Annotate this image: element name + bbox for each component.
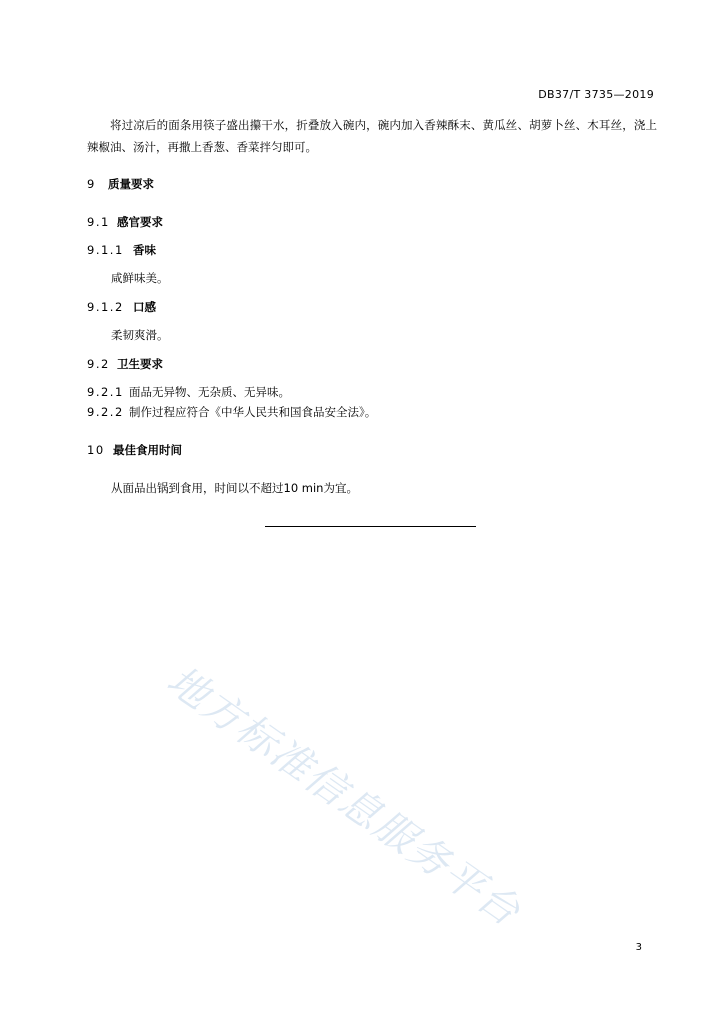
section-9-2-1-number: 9.2.1 [87, 385, 124, 399]
section-9-2-2-number: 9.2.2 [87, 405, 124, 419]
section-9-number: 9 [87, 177, 96, 191]
section-9-2-number: 9.2 [87, 357, 110, 371]
section-9-2-title: 卫生要求 [117, 357, 163, 371]
section-9-2-heading [87, 356, 163, 372]
section-9-1-title: 感官要求 [117, 215, 163, 229]
section-9-1-2-heading [87, 299, 156, 315]
section-9-1-2-text: 柔韧爽滑。 [111, 328, 169, 342]
section-10-heading [87, 442, 182, 458]
section-10-title: 最佳食用时间 [113, 443, 182, 457]
section-9-heading [87, 176, 154, 192]
section-9-2-2-item [87, 404, 376, 420]
section-9-1-1-heading [87, 242, 156, 258]
standard-code: DB37/T 3735—2019 [538, 88, 654, 101]
section-9-title: 质量要求 [108, 177, 154, 191]
section-9-1-heading [87, 214, 163, 230]
page-number: 3 [635, 942, 642, 953]
section-9-1-2-number: 9.1.2 [87, 300, 124, 314]
section-9-1-1-number: 9.1.1 [87, 243, 124, 257]
section-9-1-1-title: 香味 [133, 243, 156, 257]
section-10-number: 10 [87, 443, 105, 457]
section-9-2-1-text: 面品无异物、无杂质、无异味。 [129, 385, 290, 399]
section-9-1-1-text: 咸鲜味美。 [111, 271, 169, 285]
section-10-text: 从面品出锅到食用，时间以不超过10 min为宜。 [111, 481, 358, 495]
watermark: 地方标准信息服务平台 [158, 657, 529, 936]
intro-paragraph: 将过凉后的面条用筷子盛出攥干水，折叠放入碗内，碗内加入香辣酥末、黄瓜丝、胡萝卜丝、木耳丝，浇上辣椒油、汤汁，再撒上香葱、香菜拌匀即可。 [87, 118, 657, 154]
section-9-2-2-text: 制作过程应符合《中华人民共和国食品安全法》。 [129, 405, 377, 419]
section-9-2-1-item [87, 384, 290, 400]
section-9-1-2-title: 口感 [133, 300, 156, 314]
section-9-1-number: 9.1 [87, 215, 110, 229]
end-of-document-rule [265, 526, 476, 527]
